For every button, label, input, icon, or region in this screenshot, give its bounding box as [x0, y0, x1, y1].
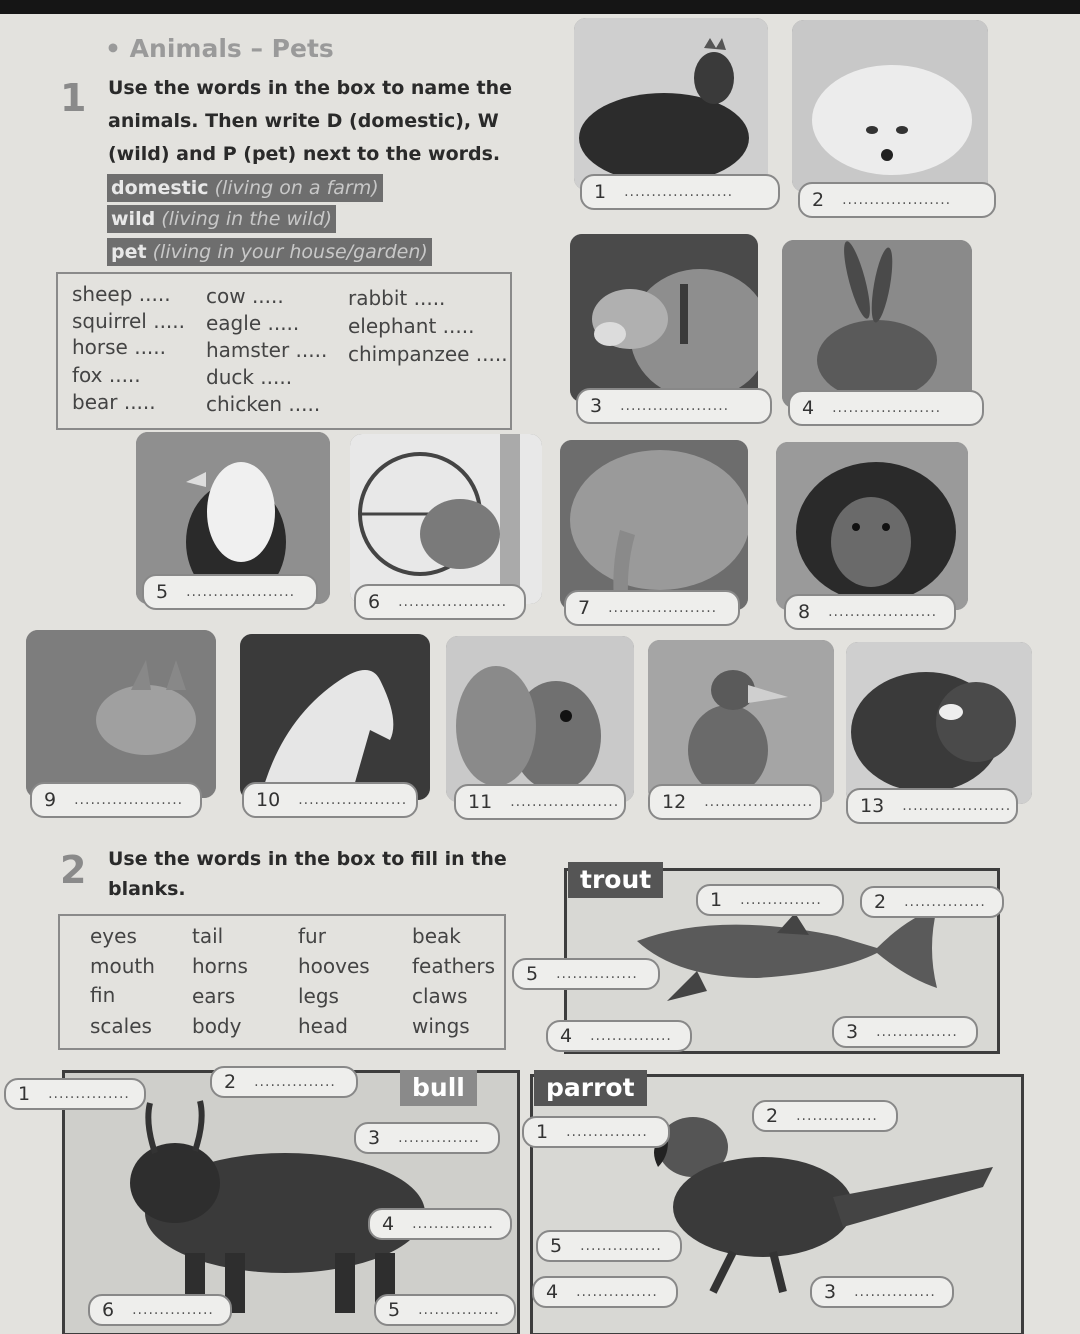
word-chicken: chicken .....	[206, 392, 321, 416]
word-chimpanzee: chimpanzee .....	[348, 342, 508, 366]
answer-field-1[interactable]: 1 ....................	[580, 174, 780, 210]
answer-field-7[interactable]: 7 ....................	[564, 590, 740, 626]
trout-title: trout	[568, 862, 663, 898]
workbook-page	[0, 14, 1080, 1334]
word-ears: ears	[192, 984, 236, 1008]
parrot-answer-3[interactable]: 3 ...............	[810, 1276, 954, 1308]
word-fox: fox .....	[72, 363, 141, 387]
word-box-2	[58, 914, 506, 1050]
top-bar	[0, 0, 1080, 14]
word-fur: fur	[298, 924, 326, 948]
sheep-photo	[846, 642, 1032, 804]
horse-photo	[240, 634, 430, 800]
answer-field-2[interactable]: 2 ....................	[798, 182, 996, 218]
word-fin: fin	[90, 983, 116, 1007]
bull-answer-2[interactable]: 2 ...............	[210, 1066, 358, 1098]
bull-title: bull	[400, 1070, 477, 1106]
hamster-photo	[350, 434, 542, 604]
trout-answer-5[interactable]: 5 ...............	[512, 958, 660, 990]
bull-answer-1[interactable]: 1 ...............	[4, 1078, 146, 1110]
bull-answer-3[interactable]: 3 ...............	[354, 1122, 500, 1154]
word-head: head	[298, 1014, 348, 1038]
exercise-1-instructions	[108, 72, 512, 171]
trout-answer-1[interactable]: 1 ...............	[696, 884, 844, 916]
answer-field-9[interactable]: 9 ....................	[30, 782, 202, 818]
hare-photo	[782, 240, 972, 408]
word-hamster: hamster .....	[206, 338, 328, 362]
bull-answer-4[interactable]: 4 ...............	[368, 1208, 512, 1240]
word-eyes: eyes	[90, 924, 137, 948]
answer-field-13[interactable]: 13 ....................	[846, 788, 1018, 824]
parrot-answer-4[interactable]: 4 ...............	[532, 1276, 678, 1308]
word-cow: cow .....	[206, 284, 284, 308]
answer-field-3[interactable]: 3 ....................	[576, 388, 772, 424]
trout-answer-2[interactable]: 2 ...............	[860, 886, 1004, 918]
answer-field-5[interactable]: 5 ....................	[142, 574, 318, 610]
bull-answer-5[interactable]: 5 ...............	[374, 1294, 516, 1326]
parrot-answer-1[interactable]: 1 ...............	[522, 1116, 670, 1148]
exercise-1-number: 1	[60, 76, 87, 120]
instruction-line: animals. Then write D (domestic), W	[108, 110, 499, 132]
section-title: • Animals – Pets	[105, 34, 334, 63]
word-mouth: mouth	[90, 954, 155, 978]
cow-photo	[570, 234, 758, 402]
word-rabbit: rabbit .....	[348, 286, 446, 310]
answer-field-10[interactable]: 10 ....................	[242, 782, 418, 818]
polar-fox-photo	[792, 20, 988, 192]
answer-field-6[interactable]: 6 ....................	[354, 584, 526, 620]
word-legs: legs	[298, 984, 339, 1008]
answer-field-12[interactable]: 12 ....................	[648, 784, 822, 820]
word-eagle: eagle .....	[206, 311, 300, 335]
definition-pet: pet (living in your house/garden)	[107, 238, 432, 266]
word-sheep: sheep .....	[72, 282, 171, 306]
bull-answer-6[interactable]: 6 ...............	[88, 1294, 232, 1326]
parrot-answer-5[interactable]: 5 ...............	[536, 1230, 682, 1262]
word-body: body	[192, 1014, 242, 1038]
exercise-2-number: 2	[60, 848, 87, 892]
word-hooves: hooves	[298, 954, 370, 978]
instruction-line: blanks.	[108, 878, 186, 900]
answer-field-4[interactable]: 4 ....................	[788, 390, 984, 426]
word-claws: claws	[412, 984, 468, 1008]
word-squirrel: squirrel .....	[72, 309, 186, 333]
definition-domestic: domestic (living on a farm)	[107, 174, 383, 202]
word-horns: horns	[192, 954, 248, 978]
word-box-1	[56, 272, 512, 430]
word-elephant: elephant .....	[348, 314, 475, 338]
instruction-line: Use the words in the box to name the	[108, 77, 513, 99]
squirrel-photo	[446, 636, 634, 802]
exercise-2-instructions	[108, 844, 507, 904]
word-feathers: feathers	[412, 954, 496, 978]
trout-answer-3[interactable]: 3 ...............	[832, 1016, 978, 1048]
trout-answer-4[interactable]: 4 ...............	[546, 1020, 692, 1052]
answer-field-8[interactable]: 8 ....................	[784, 594, 956, 630]
word-scales: scales	[90, 1014, 152, 1038]
word-wings: wings	[412, 1014, 470, 1038]
chimpanzee-photo	[776, 442, 968, 610]
parrot-answer-2[interactable]: 2 ...............	[752, 1100, 898, 1132]
definition-wild: wild (living in the wild)	[107, 205, 336, 233]
hen-photo	[574, 18, 768, 190]
parrot-title: parrot	[534, 1070, 647, 1106]
fox-photo	[26, 630, 216, 798]
duck-photo	[648, 640, 834, 802]
word-beak: beak	[412, 924, 461, 948]
word-bear: bear .....	[72, 390, 156, 414]
instruction-line: Use the words in the box to fill in the	[108, 848, 507, 870]
elephant-photo	[560, 440, 748, 610]
word-duck: duck .....	[206, 365, 293, 389]
word-tail: tail	[192, 924, 224, 948]
instruction-line: (wild) and P (pet) next to the words.	[108, 143, 501, 165]
answer-field-11[interactable]: 11 ....................	[454, 784, 626, 820]
word-horse: horse .....	[72, 335, 167, 359]
